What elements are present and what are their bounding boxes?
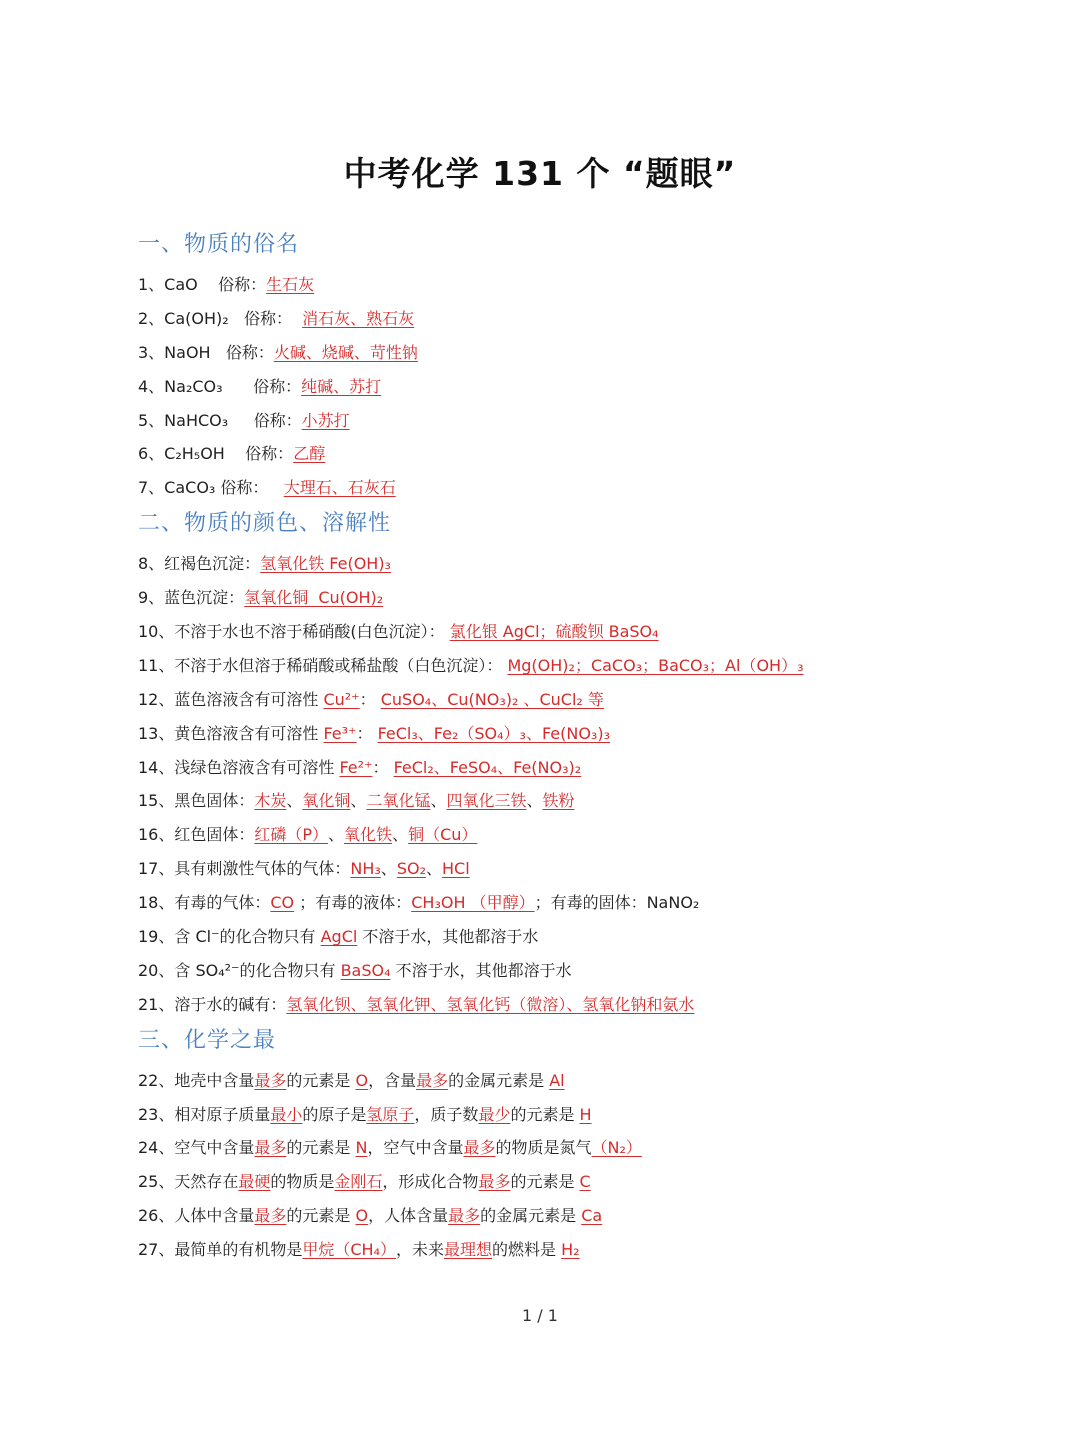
answer-text: SO₂ bbox=[396, 859, 426, 879]
item-text: 19、含 Cl⁻的化合物只有 bbox=[138, 926, 321, 946]
item-text: 、 bbox=[425, 859, 442, 879]
item-text: 8、红褐色沉淀： bbox=[138, 554, 261, 574]
list-item bbox=[138, 988, 1038, 1022]
list-item bbox=[138, 751, 1038, 785]
item-text: 、 bbox=[392, 825, 409, 845]
item-text: 6、C₂H₅OH 俗称： bbox=[138, 444, 294, 464]
list-item bbox=[138, 920, 1038, 954]
list-item bbox=[138, 818, 1038, 852]
answer-text: （N₂） bbox=[591, 1138, 642, 1158]
answer-text: FeCl₂、FeSO₄、Fe(NO₃)₂ bbox=[393, 757, 582, 777]
answer-text: 最小 bbox=[270, 1104, 303, 1124]
item-text: 、 bbox=[350, 791, 367, 811]
answer-text: CH₃OH （甲醇） bbox=[411, 893, 535, 913]
item-text: 15、黑色固体： bbox=[138, 791, 255, 811]
item-text: 13、黄色溶液含有可溶性 bbox=[138, 723, 324, 743]
list-item bbox=[138, 336, 1038, 370]
item-text: 的元素是 bbox=[286, 1206, 356, 1226]
answer-text: 最多 bbox=[463, 1138, 496, 1158]
answer-text: 大理石、石灰石 bbox=[283, 478, 396, 498]
answer-text: 氢氧化钡、氢氧化钾、氢氧化钙（微溶）、氢氧化钠和氨水 bbox=[286, 994, 695, 1014]
item-text: ： bbox=[356, 723, 378, 743]
item-text: 22、地壳中含量 bbox=[138, 1070, 255, 1090]
answer-text: O bbox=[355, 1070, 369, 1090]
answer-text: 木炭 bbox=[254, 791, 287, 811]
answer-text: Mg(OH)₂；CaCO₃；BaCO₃；Al（OH）₃ bbox=[507, 655, 804, 675]
list-item bbox=[138, 886, 1038, 920]
item-text: 16、红色固体： bbox=[138, 825, 255, 845]
answer-text: 火碱、烧碱、苛性钠 bbox=[273, 342, 418, 362]
section-heading: 三、化学之最 bbox=[138, 1027, 277, 1053]
item-text: 、 bbox=[328, 825, 345, 845]
item-text: 的物质是氮气 bbox=[495, 1138, 592, 1158]
item-text: 11、不溶于水但溶于稀硝酸或稀盐酸（白色沉淀）： bbox=[138, 655, 508, 675]
answer-text: 铜（Cu） bbox=[408, 825, 478, 845]
item-text: 、 bbox=[526, 791, 543, 811]
answer-text: 四氧化三铁 bbox=[446, 791, 527, 811]
answer-text: 最多 bbox=[254, 1070, 287, 1090]
item-text: 14、浅绿色溶液含有可溶性 bbox=[138, 757, 340, 777]
item-text: 不溶于水，其他都溶于水 bbox=[390, 960, 572, 980]
item-text: 18、有毒的气体： bbox=[138, 893, 271, 913]
page-title: 中考化学 131 个 “题眼” bbox=[343, 154, 737, 193]
answer-text: H₂ bbox=[561, 1240, 580, 1260]
answer-text: BaSO₄ bbox=[340, 960, 391, 980]
item-text: 的元素是 bbox=[286, 1138, 356, 1158]
item-text: ，质子数 bbox=[414, 1104, 479, 1124]
answer-text: 氧化铁 bbox=[344, 825, 393, 845]
answer-text: O bbox=[355, 1206, 369, 1226]
item-text: 不溶于水，其他都溶于水 bbox=[357, 926, 539, 946]
item-text: ；有毒的液体： bbox=[294, 893, 412, 913]
item-text: 24、空气中含量 bbox=[138, 1138, 255, 1158]
item-text: 、 bbox=[430, 791, 447, 811]
list-item bbox=[138, 649, 1038, 683]
answer-text: NH₃ bbox=[350, 859, 381, 879]
answer-text: CO bbox=[270, 893, 295, 913]
item-text: 17、具有刺激性气体的气体： bbox=[138, 859, 351, 879]
list-item bbox=[138, 784, 1038, 818]
answer-text: Cu²⁺ bbox=[323, 689, 360, 709]
item-text: 1、CaO 俗称： bbox=[138, 274, 267, 294]
list-item bbox=[138, 437, 1038, 471]
answer-text: H bbox=[579, 1104, 592, 1124]
section-heading: 二、物质的颜色、溶解性 bbox=[138, 511, 392, 537]
answer-text: Fe²⁺ bbox=[339, 757, 373, 777]
item-text: 4、Na₂CO₃ 俗称： bbox=[138, 376, 302, 396]
answer-text: 最多 bbox=[478, 1172, 511, 1192]
answer-text: Al bbox=[549, 1070, 565, 1090]
answer-text: 甲烷（CH₄） bbox=[302, 1240, 396, 1260]
answer-text: C bbox=[579, 1172, 591, 1192]
answer-text: 最理想 bbox=[444, 1240, 493, 1260]
answer-text: 氢原子 bbox=[366, 1104, 415, 1124]
item-text: ，空气中含量 bbox=[367, 1138, 464, 1158]
item-text: 的原子是 bbox=[302, 1104, 367, 1124]
list-item bbox=[138, 852, 1038, 886]
list-item bbox=[138, 683, 1038, 717]
answer-text: 乙醇 bbox=[293, 444, 326, 464]
item-text: ；有毒的固体：NaNO₂ bbox=[534, 893, 700, 913]
item-text: 5、NaHCO₃ 俗称： bbox=[138, 410, 302, 430]
item-text: 、 bbox=[380, 859, 397, 879]
item-text: 、 bbox=[286, 791, 303, 811]
item-text: 7、CaCO₃ 俗称： bbox=[138, 478, 284, 498]
answer-text: 氯化银 AgCl；硫酸钡 BaSO₄ bbox=[449, 621, 659, 641]
list-item bbox=[138, 1131, 1038, 1165]
answer-text: 最硬 bbox=[238, 1172, 271, 1192]
item-text: 26、人体中含量 bbox=[138, 1206, 255, 1226]
list-item bbox=[138, 471, 1038, 505]
page-number: 1 / 1 bbox=[522, 1306, 558, 1325]
answer-text: N bbox=[355, 1138, 368, 1158]
item-text: ： bbox=[359, 689, 381, 709]
item-text: 21、溶于水的碱有： bbox=[138, 994, 287, 1014]
item-text: 12、蓝色溶液含有可溶性 bbox=[138, 689, 324, 709]
list-item bbox=[138, 581, 1038, 615]
list-item bbox=[138, 954, 1038, 988]
answer-text: 金刚石 bbox=[334, 1172, 383, 1192]
item-text: 27、最简单的有机物是 bbox=[138, 1240, 303, 1260]
section-heading: 一、物质的俗名 bbox=[138, 232, 300, 257]
list-item bbox=[138, 1233, 1038, 1267]
item-text: ： bbox=[372, 757, 394, 777]
document-content bbox=[138, 230, 1038, 1267]
answer-text: CuSO₄、Cu(NO₃)₂ 、CuCl₂ 等 bbox=[380, 689, 604, 709]
answer-text: 氢氧化铁 Fe(OH)₃ bbox=[260, 554, 391, 574]
answer-text: 红磷（P） bbox=[254, 825, 329, 845]
answer-text: 二氧化锰 bbox=[366, 791, 431, 811]
item-text: 的物质是 bbox=[270, 1172, 335, 1192]
list-item bbox=[138, 302, 1038, 336]
item-text: 25、天然存在 bbox=[138, 1172, 239, 1192]
item-text: ，含量 bbox=[368, 1070, 417, 1090]
list-item bbox=[138, 1098, 1038, 1132]
answer-text: 消石灰、熟石灰 bbox=[302, 308, 415, 328]
answer-text: 小苏打 bbox=[301, 410, 350, 430]
item-text: 的元素是 bbox=[510, 1104, 580, 1124]
list-item bbox=[138, 615, 1038, 649]
answer-text: Ca bbox=[581, 1206, 603, 1226]
answer-text: 最多 bbox=[448, 1206, 481, 1226]
item-text: 的元素是 bbox=[286, 1070, 356, 1090]
item-text: 23、相对原子质量 bbox=[138, 1104, 271, 1124]
answer-text: 生石灰 bbox=[266, 274, 315, 294]
item-text: 的燃料是 bbox=[492, 1240, 562, 1260]
item-text: ，未来 bbox=[396, 1240, 445, 1260]
item-text: 3、NaOH 俗称： bbox=[138, 342, 274, 362]
list-item bbox=[138, 717, 1038, 751]
item-text: ，形成化合物 bbox=[382, 1172, 479, 1192]
answer-text: 最多 bbox=[254, 1206, 287, 1226]
answer-text: 氢氧化铜 Cu(OH)₂ bbox=[244, 588, 384, 608]
item-text: 的元素是 bbox=[510, 1172, 580, 1192]
answer-text: HCl bbox=[442, 859, 470, 879]
list-item bbox=[138, 1199, 1038, 1233]
answer-text: Fe³⁺ bbox=[323, 723, 357, 743]
list-item bbox=[138, 547, 1038, 581]
list-item bbox=[138, 404, 1038, 438]
item-text: ，人体含量 bbox=[368, 1206, 449, 1226]
answer-text: 铁粉 bbox=[542, 791, 575, 811]
answer-text: AgCl bbox=[320, 926, 358, 946]
answer-text: 最少 bbox=[478, 1104, 511, 1124]
answer-text: 最多 bbox=[416, 1070, 449, 1090]
list-item bbox=[138, 268, 1038, 302]
item-text: 2、Ca(OH)₂ 俗称： bbox=[138, 308, 303, 328]
item-text: 的金属元素是 bbox=[480, 1206, 582, 1226]
item-text: 的金属元素是 bbox=[448, 1070, 550, 1090]
item-text: 10、不溶于水也不溶于稀硝酸(白色沉淀）： bbox=[138, 621, 450, 641]
answer-text: 氧化铜 bbox=[302, 791, 351, 811]
list-item bbox=[138, 1165, 1038, 1199]
answer-text: 最多 bbox=[254, 1138, 287, 1158]
item-text: 9、蓝色沉淀： bbox=[138, 588, 245, 608]
list-item bbox=[138, 1064, 1038, 1098]
item-text: 20、含 SO₄²⁻的化合物只有 bbox=[138, 960, 341, 980]
list-item bbox=[138, 370, 1038, 404]
answer-text: 纯碱、苏打 bbox=[301, 376, 382, 396]
answer-text: FeCl₃、Fe₂（SO₄）₃、Fe(NO₃)₃ bbox=[377, 723, 610, 743]
